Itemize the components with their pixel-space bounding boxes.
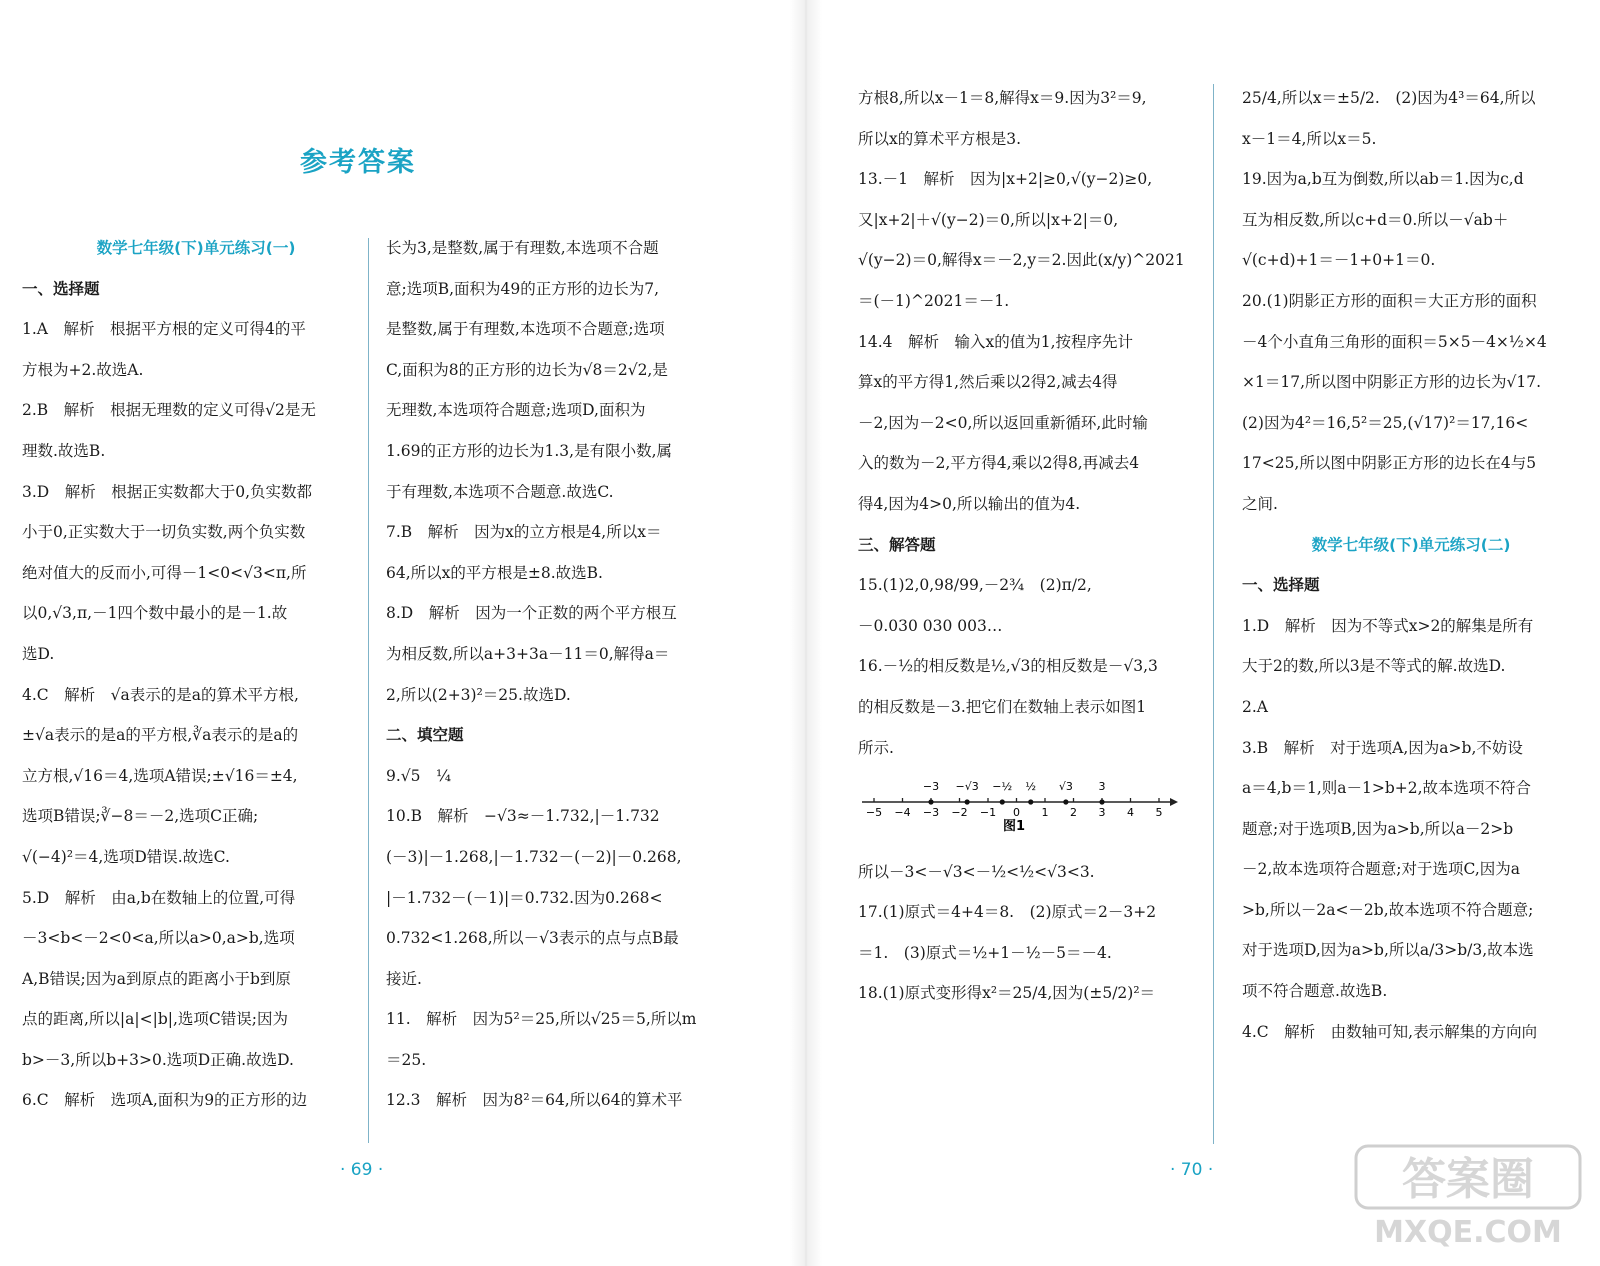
svg-text:答案圈: 答案圈 <box>1402 1154 1534 1205</box>
answer-line: 15.(1)2,0,98/99,－2¾ (2)π/2, <box>858 576 1092 595</box>
answer-line: －2,故本选项符合题意;对于选项C,因为a <box>1242 860 1520 879</box>
answer-line: 选D. <box>22 644 55 663</box>
figure-caption: 图1 <box>1002 819 1026 835</box>
answer-list <box>858 78 1200 768</box>
answer-line: 之间. <box>1242 494 1278 513</box>
answer-line: 于有理数,本选项不合题意.故选C. <box>386 482 614 501</box>
answer-line: 算x的平方得1,然后乘以2得2,减去4得 <box>858 373 1118 392</box>
page-number: · 69 · <box>340 1160 384 1180</box>
answer-line: ＝1. (3)原式＝½+1－½－5＝－4. <box>858 943 1112 962</box>
answer-line: 方根为+2.故选A. <box>22 360 144 379</box>
page-title: 参考答案 <box>300 147 416 178</box>
number-line-figure <box>858 772 1200 850</box>
answer-line: 题意;对于选项B,因为a>b,所以a－2>b <box>1242 819 1514 838</box>
answer-line: |－1.732－(－1)|＝0.732.因为0.268< <box>386 888 663 907</box>
left-column-2 <box>386 228 732 1121</box>
left-page <box>0 0 790 1266</box>
answer-line: 12.3 解析 因为8²＝64,所以64的算术平 <box>386 1091 683 1110</box>
answer-line: 4.C 解析 由数轴可知,表示解集的方向向 <box>1242 1022 1538 1041</box>
number-line-tick-label: −5 <box>865 806 883 820</box>
number-line-point-label: 3 <box>1098 780 1106 794</box>
answer-line: 立方根,√16＝4,选项A错误;±√16＝±4, <box>22 766 298 785</box>
answer-line: 16.－½的相反数是½,√3的相反数是－√3,3 <box>858 657 1158 676</box>
answer-list <box>22 269 352 1121</box>
answer-line: 25/4,所以x＝±5/2. (2)因为4³＝64,所以 <box>1242 89 1536 107</box>
answer-line: √(y−2)＝0,解得x＝－2,y＝2.因此(x/y)^2021 <box>858 251 1185 270</box>
number-line-point <box>928 799 933 804</box>
answer-list <box>386 228 732 1121</box>
answer-line: >b,所以－2a<－2b,故本选项不符合题意; <box>1242 900 1534 919</box>
answer-list <box>858 852 1200 1014</box>
answer-line: 为相反数,所以a+3+3a－11＝0,解得a＝ <box>386 644 670 663</box>
answer-line: 11. 解析 因为5²＝25,所以√25＝5,所以m <box>386 1010 697 1029</box>
answer-line: 3.D 解析 根据正实数都大于0,负实数都 <box>22 482 313 501</box>
answer-line: ×1＝17,所以图中阴影正方形的边长为√17. <box>1242 373 1542 392</box>
answer-line: 13.－1 解析 因为|x+2|≥0,√(y−2)≥0, <box>858 170 1153 189</box>
answer-line: 所以x的算术平方根是3. <box>858 129 1022 148</box>
answer-line: －2,因为－2<0,所以返回重新循环,此时输 <box>858 413 1148 432</box>
svg-text:MXQE.COM: MXQE.COM <box>1374 1215 1562 1250</box>
watermark-logo <box>1350 1142 1590 1252</box>
answer-line: 19.因为a,b互为倒数,所以ab＝1.因为c,d <box>1242 170 1524 189</box>
answer-line: 方根8,所以x－1＝8,解得x＝9.因为3²＝9, <box>858 89 1147 107</box>
section-heading: 二、填空题 <box>386 726 464 745</box>
number-line-point <box>1063 799 1068 804</box>
answer-line: ＝(－1)^2021＝－1. <box>858 291 1010 310</box>
number-line-tick-label: 4 <box>1127 806 1134 820</box>
answer-line: 14.4 解析 输入x的值为1,按程序先计 <box>858 332 1134 351</box>
answer-line: 入的数为－2,平方得4,乘以2得8,再减去4 <box>858 454 1140 473</box>
answer-line: 2.B 解析 根据无理数的定义可得√2是无 <box>22 401 316 420</box>
answer-line: 1.69的正方形的边长为1.3,是有限小数,属 <box>386 441 673 460</box>
answer-line: 接近. <box>386 969 422 988</box>
answer-line: 2,所以(2+3)²＝25.故选D. <box>386 685 571 704</box>
answer-line: 5.D 解析 由a,b在数轴上的位置,可得 <box>22 888 296 907</box>
answer-line: 又|x+2|＋√(y−2)＝0,所以|x+2|＝0, <box>858 210 1119 229</box>
answer-line: 9.√5 ¼ <box>386 766 452 785</box>
answer-line: 1.A 解析 根据平方根的定义可得4的平 <box>22 320 306 339</box>
right-column-1 <box>858 78 1200 1014</box>
answer-line: 18.(1)原式变形得x²＝25/4,因为(±5/2)²＝ <box>858 984 1156 1003</box>
section-heading: 一、选择题 <box>22 279 100 298</box>
answer-line: a＝4,b＝1,则a－1>b+2,故本选项不符合 <box>1242 779 1532 798</box>
page-number: · 70 · <box>1170 1160 1214 1180</box>
right-page <box>822 0 1600 1266</box>
section-title-2: 数学七年级(下)单元练习(二) <box>1311 535 1511 554</box>
section-heading: 一、选择题 <box>1242 576 1320 595</box>
number-line-point <box>1099 799 1104 804</box>
number-line-tick-label: −3 <box>922 806 940 820</box>
answer-line: √(−4)²＝4,选项D错误.故选C. <box>22 847 230 866</box>
answer-line: C,面积为8的正方形的边长为√8＝2√2,是 <box>386 360 668 379</box>
answer-line: 互为相反数,所以c+d＝0.所以－√ab＋ <box>1242 210 1509 229</box>
number-line-tick-label: 2 <box>1070 806 1077 820</box>
answer-line: 的相反数是－3.把它们在数轴上表示如图1 <box>858 697 1147 716</box>
left-column-1 <box>22 228 352 1121</box>
number-line-point-label: −√3 <box>955 780 979 794</box>
answer-line: 意;选项B,面积为49的正方形的边长为7, <box>386 279 660 298</box>
section-heading: 三、解答题 <box>858 535 936 554</box>
answer-line: 无理数,本选项符合题意;选项D,面积为 <box>386 401 646 420</box>
answer-line: －4个小直角三角形的面积＝5×5－4×½×4 <box>1242 332 1547 351</box>
book-gutter <box>790 0 822 1266</box>
answer-line: √(c+d)+1＝－1+0+1＝0. <box>1242 251 1436 270</box>
answer-line: ＝25. <box>386 1050 427 1069</box>
number-line-tick-label: −4 <box>894 806 911 820</box>
answer-line: 3.B 解析 对于选项A,因为a>b,不妨设 <box>1242 738 1523 757</box>
number-line-tick-label: 1 <box>1041 806 1049 820</box>
answer-line: (－3)|－1.268,|－1.732－(－2)|－0.268, <box>386 847 682 866</box>
answer-line: 2.A <box>1242 697 1268 716</box>
answer-line: 所以－3<－√3<－½<½<√3<3. <box>858 862 1095 881</box>
number-line-point-label: √3 <box>1058 780 1073 794</box>
answer-line: 以0,√3,π,－1四个数中最小的是－1.故 <box>22 604 288 623</box>
answer-line: 所示. <box>858 738 894 757</box>
number-line-tick-label: 5 <box>1155 806 1163 820</box>
answer-line: 大于2的数,所以3是不等式的解.故选D. <box>1242 657 1506 676</box>
answer-line: 8.D 解析 因为一个正数的两个平方根互 <box>386 604 677 623</box>
answer-line: －3<b<－2<0<a,所以a>0,a>b,选项 <box>22 929 295 948</box>
answer-line: 0.732<1.268,所以－√3表示的点与点B最 <box>386 929 679 948</box>
answer-line: 17.(1)原式＝4+4＝8. (2)原式＝2－3+2 <box>858 903 1157 922</box>
answer-line: 6.C 解析 选项A,面积为9的正方形的边 <box>22 1091 308 1110</box>
answer-line: 对于选项D,因为a>b,所以a/3>b/3,故本选 <box>1242 941 1534 960</box>
number-line-point-label: −3 <box>922 780 940 794</box>
number-line-point-label: −½ <box>992 780 1013 794</box>
answer-line: 17<25,所以图中阴影正方形的边长在4与5 <box>1242 454 1537 473</box>
answer-list <box>1242 78 1580 525</box>
answer-line: A,B错误;因为a到原点的距离小于b到原 <box>22 969 291 988</box>
number-line-svg <box>858 772 1178 834</box>
number-line-tick-label: 3 <box>1098 806 1106 820</box>
answer-line: 小于0,正实数大于一切负实数,两个负实数 <box>22 523 306 542</box>
answer-line: 10.B 解析 −√3≈－1.732,|－1.732 <box>386 807 660 826</box>
answer-list <box>1242 565 1580 1052</box>
number-line-point-label: ½ <box>1025 780 1037 794</box>
answer-line: 得4,因为4>0,所以输出的值为4. <box>858 494 1081 513</box>
answer-line: 1.D 解析 因为不等式x>2的解集是所有 <box>1242 616 1534 635</box>
answer-line: 绝对值大的反而小,可得－1<0<√3<π,所 <box>22 563 307 582</box>
answer-line: 20.(1)阴影正方形的面积＝大正方形的面积 <box>1242 291 1537 310</box>
answer-line: (2)因为4²＝16,5²＝25,(√17)²＝17,16< <box>1242 413 1529 432</box>
answer-line: 64,所以x的平方根是±8.故选B. <box>386 563 603 582</box>
number-line-point <box>1000 799 1005 804</box>
answer-line: －0.030 030 003… <box>858 616 1003 635</box>
number-line-tick-label: −1 <box>979 806 997 820</box>
answer-line: 理数.故选B. <box>22 441 106 460</box>
answer-line: 4.C 解析 √a表示的是a的算术平方根, <box>22 685 299 704</box>
answer-line: 是整数,属于有理数,本选项不合题意;选项 <box>386 320 665 339</box>
number-line-point <box>965 799 970 804</box>
answer-line: 长为3,是整数,属于有理数,本选项不合题 <box>386 239 659 257</box>
number-line-tick-label: 0 <box>1013 806 1020 820</box>
number-line-point <box>1028 799 1033 804</box>
column-divider <box>1213 84 1214 1144</box>
answer-line: x－1＝4,所以x＝5. <box>1242 129 1377 148</box>
column-divider <box>368 238 369 1143</box>
answer-line: 选项B错误;∛−8＝－2,选项C正确; <box>22 807 259 826</box>
answer-line: 7.B 解析 因为x的立方根是4,所以x＝ <box>386 523 662 542</box>
answer-line: 项不符合题意.故选B. <box>1242 982 1388 1001</box>
answer-line: b>－3,所以b+3>0.选项D正确.故选D. <box>22 1050 294 1069</box>
section-title-1: 数学七年级(下)单元练习(一) <box>96 239 296 257</box>
right-column-2 <box>1242 78 1580 1052</box>
answer-line: 点的距离,所以|a|<|b|,选项C错误;因为 <box>22 1010 288 1029</box>
number-line-tick-label: −2 <box>951 806 968 820</box>
answer-line: ±√a表示的是a的平方根,∛a表示的是a的 <box>22 726 299 745</box>
